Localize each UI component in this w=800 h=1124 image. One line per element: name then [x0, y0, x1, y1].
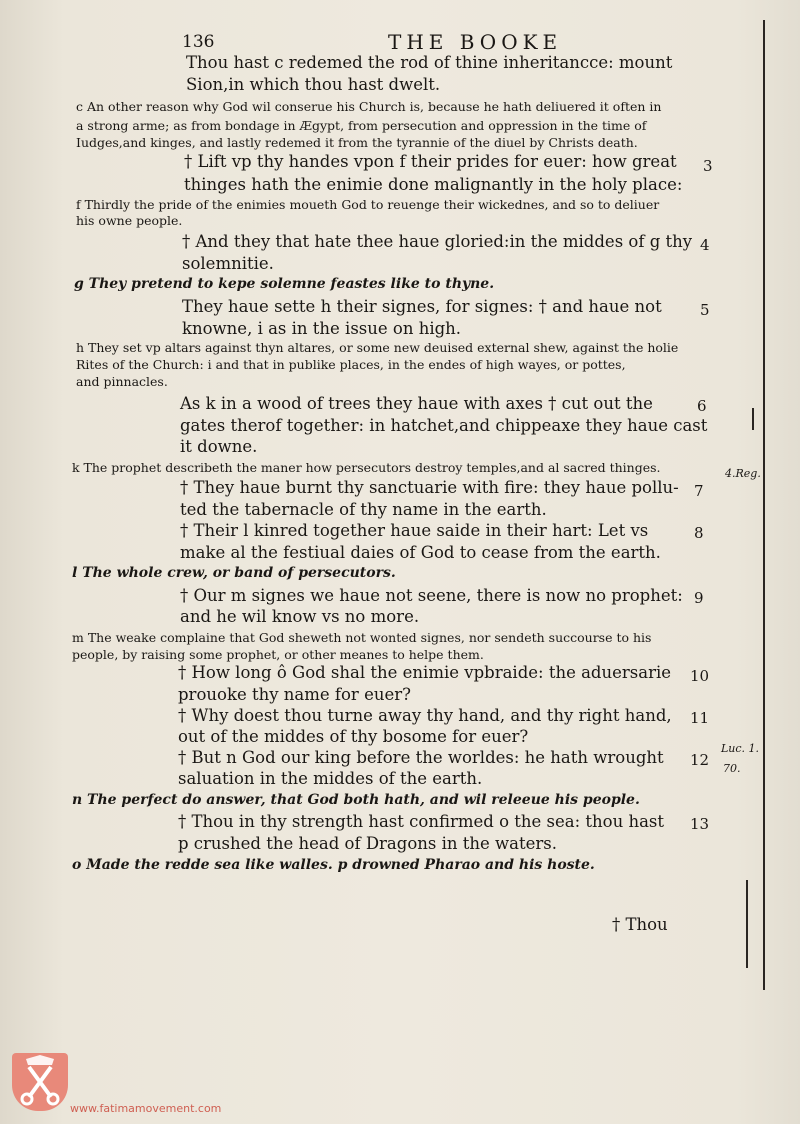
verse-number: 13 [690, 815, 710, 833]
margin-tick [752, 408, 754, 430]
annotation-line: his owne people. [76, 213, 183, 228]
annotation-line: people, by raising some prophet, or other meanes to helpe them. [72, 647, 484, 662]
text-line: and he wil know vs no more. [180, 607, 420, 626]
text-line: † How long ô God shal the enimie vpbraide: the aduersarie [178, 663, 672, 682]
text-line: gates therof together: in hatchet,and chippeaxe they haue cast [180, 416, 708, 435]
annotation-line: f Thirdly the pride of the enimies moueth God to reuenge their wickednes, and so to deliuer [76, 197, 660, 212]
watermark-website[interactable]: www.fatimamovement.com [70, 1102, 222, 1115]
margin-reference: 70. [723, 762, 741, 775]
verse-number: 12 [690, 751, 710, 769]
text-line: † But n God our king before the worldes: he hath wrought [178, 748, 664, 767]
text-line: † Thou in thy strength hast confirmed o the sea: thou hast [178, 812, 665, 831]
verse-number: 3 [703, 157, 713, 175]
text-line: make al the festiual daies of God to cease from the earth. [180, 543, 661, 562]
annotation-line: k The prophet describeth the maner how persecutors destroy temples,and al sacred thinges. [72, 460, 661, 475]
verse-number: 10 [690, 667, 710, 685]
text-line: saluation in the middes of the earth. [178, 769, 483, 788]
keys-icon [12, 1053, 68, 1111]
text-line: Sion,in which thou hast dwelt. [186, 75, 441, 94]
text-line: † They haue burnt thy sanctuarie with fire: they haue pollu- [180, 478, 679, 497]
annotation-line: Rites of the Church: i and that in publike places, in the endes of high wayes, or pottes, [76, 357, 626, 372]
verse-number: 11 [690, 709, 710, 727]
running-head: THE BOOKE [388, 30, 563, 54]
annotation-line: c An other reason why God wil conserue his Church is, because he hath deliuered it often in [76, 99, 662, 114]
text-line: it downe. [180, 437, 258, 456]
text-line: solemnitie. [182, 254, 274, 273]
text-line: p crushed the head of Dragons in the waters. [178, 834, 557, 853]
text-line: They haue sette h their signes, for signes: † and haue not [182, 297, 662, 316]
text-line: thinges hath the enimie done malignantly in the holy place: [184, 175, 683, 194]
text-line: As k in a wood of trees they haue with axes † cut out the [180, 394, 653, 413]
annotation-line: a strong arme; as from bondage in Ægypt, from persecution and oppression in the time of [76, 118, 647, 133]
annotation-line: and pinnacles. [76, 374, 168, 389]
annotation-line: h They set vp altars against thyn altares, or some new deuised external shew, against the holie [76, 340, 679, 355]
text-line: out of the middes of thy bosome for euer? [178, 727, 529, 746]
verse-number: 8 [694, 524, 704, 542]
margin-reference: 4.Reg. [725, 467, 761, 480]
text-line: † Our m signes we haue not seene, there is now no prophet: [180, 586, 683, 605]
text-line: knowne, i as in the issue on high. [182, 319, 462, 338]
text-line: † And they that hate thee haue gloried:in the middes of g thy [182, 232, 693, 251]
text-line: ted the tabernacle of thy name in the earth. [180, 500, 547, 519]
text-line: Thou hast c redemed the rod of thine inheritancce: mount [186, 53, 673, 72]
annotation-line: o Made the redde sea like walles. p drowned Pharao and his hoste. [72, 857, 595, 873]
text-line: † Their l kinred together haue saide in their hart: Let vs [180, 521, 649, 540]
page-number: 136 [182, 32, 215, 52]
annotation-line: g They pretend to kepe solemne feastes like to thyne. [74, 276, 495, 292]
catchword: † Thou [612, 915, 668, 934]
annotation-line: Iudges,and kinges, and lastly redemed it from the tyrannie of the diuel by Christs death. [76, 135, 638, 150]
annotation-line: m The weake complaine that God sheweth not wonted signes, nor sendeth succourse to his [72, 630, 652, 645]
verse-number: 6 [697, 397, 707, 415]
verse-number: 7 [694, 482, 704, 500]
text-line: † Why doest thou turne away thy hand, and thy right hand, [178, 706, 672, 725]
annotation-line: n The perfect do answer, that God both hath, and wil releeue his people. [72, 792, 640, 808]
text-line: † Lift vp thy handes vpon f their prides for euer: how great [184, 152, 677, 171]
margin-reference: Luc. 1. [721, 742, 760, 755]
watermark-logo [12, 1053, 68, 1111]
right-border-rule [763, 20, 765, 990]
verse-number: 9 [694, 589, 704, 607]
verse-number: 4 [700, 236, 710, 254]
text-line: prouoke thy name for euer? [178, 685, 411, 704]
margin-tick [746, 880, 748, 968]
annotation-line: l The whole crew, or band of persecutors. [72, 565, 396, 581]
verse-number: 5 [700, 301, 710, 319]
